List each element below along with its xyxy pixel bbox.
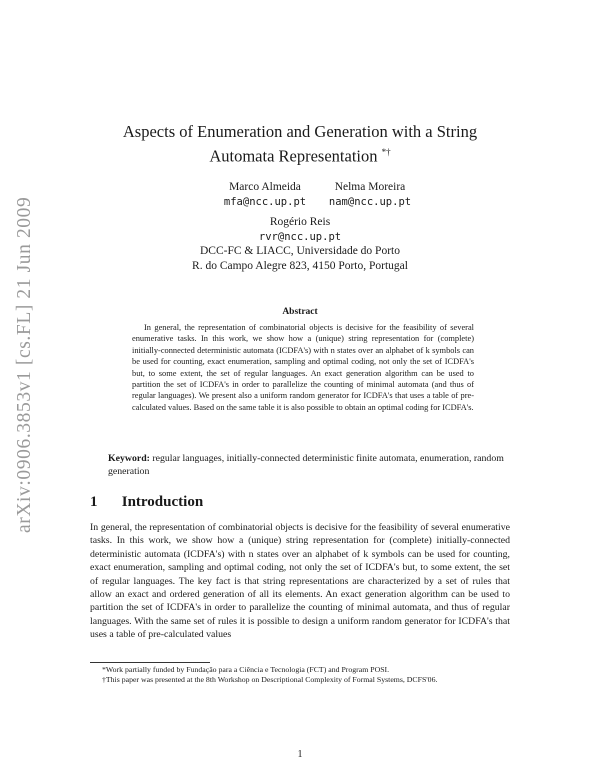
arxiv-identifier: arXiv:0906.3853v1 [cs.FL] 21 Jun 2009 — [14, 196, 35, 533]
author-3-name: Rogério Reis — [269, 216, 331, 228]
author-2 — [300, 180, 440, 209]
paper-title — [90, 121, 510, 167]
page-number: 1 — [297, 749, 303, 760]
title-footnote-marks: *† — [381, 147, 391, 157]
title-line-2 — [90, 142, 510, 167]
author-1-email[interactable]: mfa@ncc.up.pt — [223, 195, 307, 208]
section-title: Introduction — [121, 494, 204, 510]
author-3-and-affiliation — [90, 215, 510, 273]
author-2-name: Nelma Moreira — [334, 181, 406, 193]
title-line-2-text: Automata Representation — [209, 146, 378, 166]
footnote-1: *Work partially funded by Fundação para a Ciência e Tecnologia (FCT) and Program POSI. — [102, 665, 390, 674]
abstract-heading: Abstract — [282, 307, 318, 317]
author-2-email[interactable]: nam@ncc.up.pt — [328, 195, 412, 208]
title-line-1: Aspects of Enumeration and Generation with a String — [122, 122, 478, 141]
affiliation-line-2: R. do Campo Alegre 823, 4150 Porto, Portugal — [192, 259, 408, 272]
section-heading — [90, 494, 203, 511]
author-3-email[interactable]: rvr@ncc.up.pt — [258, 230, 342, 243]
keywords-label: Keyword: — [108, 453, 150, 464]
introduction-paragraph: In general, the representation of combinatorial objects is decisive for the feasibility of several enumerative tasks. In this work, we show how a (unique) string representation for (complete) initially-connected deterministic automata (ICDFA's) with n states over an alphabet of k symbols can be used for counting, exact enumeration, sampling and optimal coding, not only the set of ICDFA's but, to some extent, the set of regular languages. The key fact is that string representations are characterized by a set of rules that allow an exact and ordered generation of all its elements. An exact generation algorithm can be used to partition the set of ICDFA's in order to parallelize the counting of minimal automata, and thus of regular languages. With the same set of rules it is possible to design a uniform random generator for ICDFA's that uses a table of pre-calculated values — [90, 522, 510, 641]
footnotes — [90, 665, 510, 685]
affiliation-line-1: DCC-FC & LIACC, Universidade do Porto — [200, 245, 400, 257]
section-number: 1 — [90, 494, 98, 510]
footnote-2: †This paper was presented at the 8th Workshop on Descriptional Complexity of Formal Systems, DCFS'06. — [102, 675, 438, 685]
author-1-name: Marco Almeida — [229, 181, 301, 193]
keywords — [108, 452, 510, 478]
footnote-rule — [90, 662, 210, 663]
abstract-text: In general, the representation of combinatorial objects is decisive for the feasibility of several enumerative tasks. In this work, we show how a (unique) string representation for (complete) initially-connected deterministic automata (ICDFA's) with n states over an alphabet of k symbols can be used for counting, exact enumeration, sampling and optimal coding, not only the set of ICDFA's but, to some extent, the set of regular languages. An exact generation algorithm can be used to partition the set of ICDFA's in order to parallelize the counting of minimal automata (and thus of regular languages). We present also a uniform random generator for ICDFA's that uses a table of pre-calculated values. Based on the same table it is also possible to obtain an optimal coding for ICDFA's. — [132, 323, 474, 412]
keywords-text: regular languages, initially-connected deterministic finite automata, enumeration, random generation — [108, 453, 504, 477]
